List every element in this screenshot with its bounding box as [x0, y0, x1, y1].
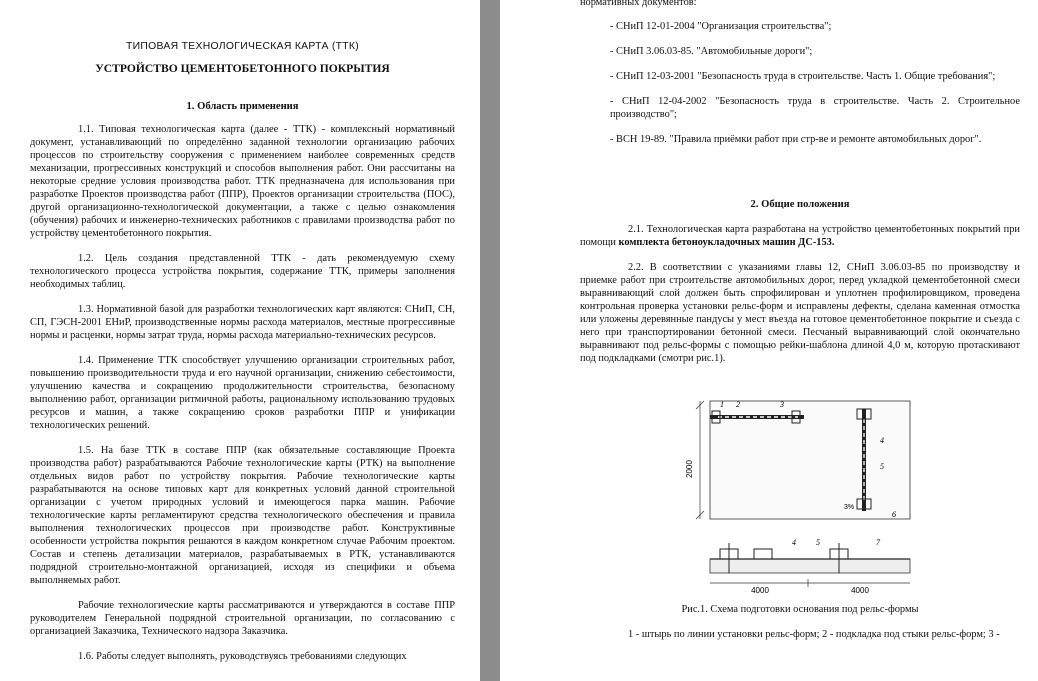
page-divider [480, 0, 500, 681]
figure-label-1: 1 [720, 400, 724, 409]
reference-snip-12-01: - СНиП 12-01-2004 "Организация строительства"; [610, 21, 832, 32]
reference-vsn-19-89: - ВСН 19-89. "Правила приёмки работ при стр-ве и ремонте автомобильных дорог". [610, 134, 982, 145]
sand-layer [710, 559, 910, 573]
plan-view [685, 400, 910, 519]
figure-label-7: 7 [876, 538, 880, 547]
figure-label-4b: 4 [792, 538, 796, 547]
section-view [710, 538, 910, 595]
reference-snip-3-06: - СНиП 3.06.03-85. "Автомобильные дороги"; [610, 46, 813, 57]
slope-label: 3% [844, 504, 855, 511]
left-page [0, 0, 480, 681]
figure-caption: Рис.1. Схема подготовки основания под рельс-формы [681, 604, 919, 615]
section-1-heading: 1. Область применения [186, 101, 299, 112]
dimension-vertical-label: 2000 [685, 460, 694, 478]
section-2-heading: 2. Общие положения [750, 199, 850, 210]
reference-snip-12-04: - СНиП 12-04-2002 "Безопасность труда в строительстве. Часть 2. Строительное производство"; [610, 96, 1020, 120]
rail-section-mid [754, 549, 772, 559]
paragraph-1-2: 1.2. Цель создания представленной ТТК - дать рекомендуемую схему технологического процесса устройства покрытия, содержание ТТК, примеры заполнения необходимых таблиц. [30, 253, 455, 290]
paragraph-2-1-bold: комплекта бетоноукладочных машин ДС-153. [618, 237, 835, 248]
figure-label-6: 6 [892, 510, 896, 519]
rail-form-scheme-figure [680, 399, 920, 597]
paragraph-1-5: 1.5. На базе ТТК в составе ППР (как обязательные составляющие Проекта производства работ) разрабатываются Рабочие технологические карты (РТК) на выполнение отдельных видов работ по устройству покрытия. Рабочие технологические карты разрабатываются на основе типовых карт для конкретных условий данной строительной организации с учетом природных условий и имеющегося парка машин. Рабочие технологические карты регламентируют средства технологического обеспечения и правила выполнения технологических процессов при производстве работ. Конструктивные особенности устройства покрытия решаются в каждом конкретном случае Рабочим проектом. Состав и степень детализации материалов, разрабатываемых в РТК, устанавливаются подрядной строительно-монтажной организацией, исходя из специфики и объема выполняемых работ. [30, 445, 455, 586]
reference-snip-12-03: - СНиП 12-03-2001 "Безопасность труда в строительстве. Часть 1. Общие требования"; [610, 71, 996, 82]
figure-label-5: 5 [880, 462, 884, 471]
intro-tail: нормативных документов: [580, 0, 697, 8]
dimension-bottom-left-label: 4000 [751, 586, 769, 595]
figure-label-5b: 5 [816, 538, 820, 547]
paragraph-2-2: 2.2. В соответствии с указаниями главы 12, СНиП 3.06.03-85 по производству и приемке работ при строительстве автомобильных дорог, перед укладкой цементобетонной смеси выравнивающий слой должен быть спрофилирован и уплотнен профилировщиком, проведена контрольная проверка установки рельс-форм и исправлены дефекты, сделана каменная отмостка или уложены деревянные пандусы у мест въезда на готовое цементобетонное покрытие и съезда с него при транспортировании бетонной смеси. Песчаный выравнивающий слой окончательно выравнивают под рельс-формы с помощью рейки-шаблона длиной 4,0 м, которую протаскивают под подкладками (смотри рис.1). [580, 262, 1020, 364]
paragraph-1-4: 1.4. Применение ТТК способствует улучшению организации строительных работ, повышению производительности труда и его научной организации, снижению себестоимости, улучшению качества и сокращению продолжительности строительства, безопасному выполнению работ, организации ритмичной работы, рациональному использованию трудовых ресурсов и машин, а также сокращению сроков разработки ППР и унификации технологических решений. [30, 355, 455, 431]
paragraph-1-5-cont: Рабочие технологические карты рассматриваются и утверждаются в составе ППР руководителем Генеральной подрядной строительной организации, по согласованию с организацией Заказчика, Технического надзора Заказчика. [30, 600, 455, 637]
paragraph-1-3: 1.3. Нормативной базой для разработки технологических карт являются: СНиП, СН, СП, ГЭСН-2001 ЕНиР, производственные нормы расхода материалов, местные прогрессивные нормы и расценки, нормы затрат труда, нормы расхода материально-технических ресурсов. [30, 304, 455, 341]
paragraph-2-1 [580, 223, 1020, 249]
ttk-label: ТИПОВАЯ ТЕХНОЛОГИЧЕСКАЯ КАРТА (ТТК) [125, 41, 360, 52]
document-title: УСТРОЙСТВО ЦЕМЕНТОБЕТОННОГО ПОКРЫТИЯ [95, 62, 390, 75]
paragraph-1-1: 1.1. Типовая технологическая карта (далее - ТТК) - комплексный нормативный документ, устанавливающий по определённо заданной технологии организацию рабочих процессов по строительству сооружения с применением наиболее современных средств механизации, прогрессивных конструкций и способов выполнения работ. Они рассчитаны на некоторые средние условия производства работ. ТТК предназначена для использования при разработке Проектов производства работ (ППР), Проектов организации строительства (ПОС), другой организационно-технологической документации, а также с целью ознакомления (обучения) рабочих и инженерно-технических работников с правилами производства работ по устройству цементобетонного покрытия. [30, 124, 455, 239]
figure-legend: 1 - штырь по линии установки рельс-форм; 2 - подкладка под стыки рельс-форм; 3 - [628, 629, 1000, 640]
right-page [500, 0, 1038, 681]
paragraph-1-6: 1.6. Работы следует выполнять, руководствуясь требованиями следующих [78, 651, 407, 662]
paragraph-2-1-text: 2.1. Технологическая карта разработана на устройство цементобетонных покрытий при помощи [580, 224, 1020, 248]
dimension-bottom-right-label: 4000 [851, 586, 869, 595]
figure-label-4: 4 [880, 436, 884, 445]
figure-label-2: 2 [736, 400, 740, 409]
figure-label-3: 3 [780, 400, 784, 409]
